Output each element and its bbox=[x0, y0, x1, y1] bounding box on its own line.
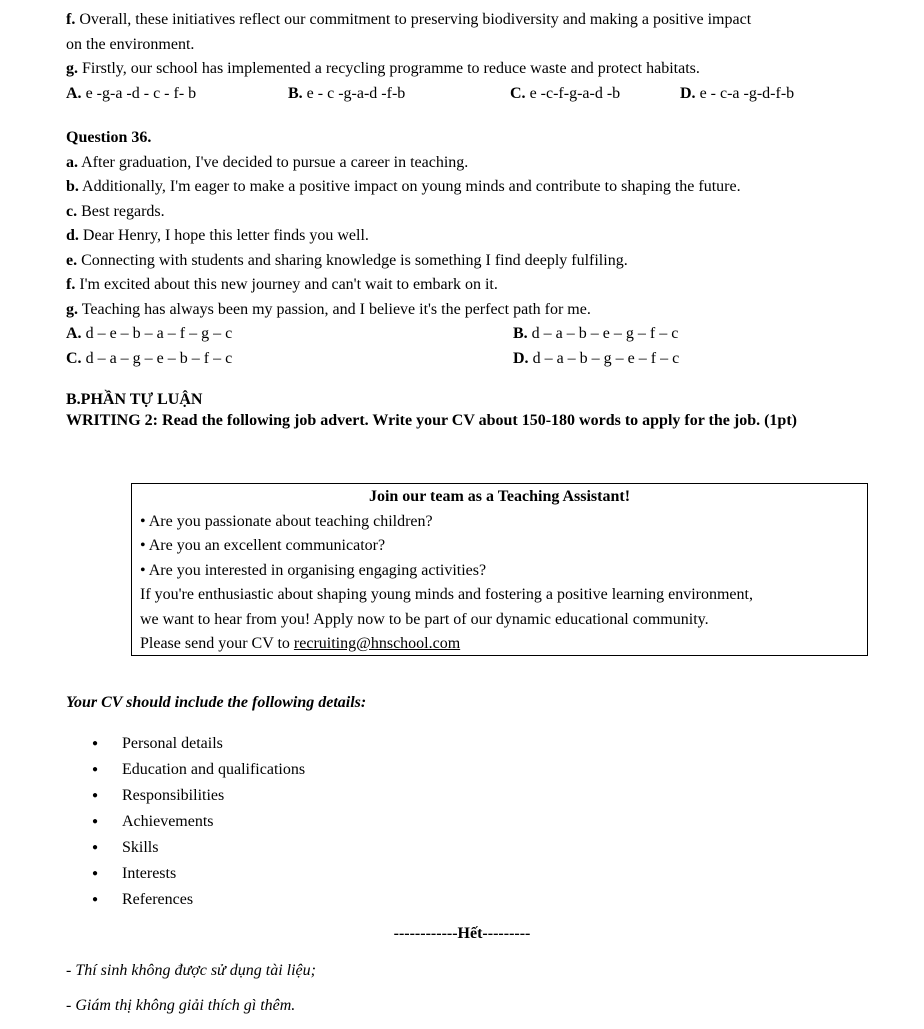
q35-option-c: C. e -c-f-g-a-d -b bbox=[510, 84, 621, 102]
bullet-icon: ● bbox=[92, 816, 99, 827]
q36-option-c: C. d – a – g – e – b – f – c bbox=[66, 349, 233, 367]
cv-details-list bbox=[92, 731, 305, 913]
question-36-title: Question 36. bbox=[66, 129, 152, 146]
advert-bullet: • Are you interested in organising engaging activities? bbox=[140, 561, 487, 579]
bullet-icon: ● bbox=[92, 790, 99, 801]
bullet-icon: ● bbox=[92, 738, 99, 749]
section-title: B.PHẦN TỰ LUẬN bbox=[66, 391, 203, 408]
q36-item: a. After graduation, I've decided to pursue a career in teaching. bbox=[66, 153, 469, 171]
advert-body: we want to hear from you! Apply now to be part of our dynamic educational community. bbox=[140, 610, 709, 628]
advert-bullet: • Are you an excellent communicator? bbox=[140, 537, 386, 554]
exam-page bbox=[66, 8, 876, 432]
bullet-icon: ● bbox=[92, 894, 99, 905]
q36-option-b: B. d – a – b – e – g – f – c bbox=[513, 325, 679, 342]
q36-item: e. Connecting with students and sharing knowledge is something I find deeply fulfiling. bbox=[66, 251, 628, 269]
job-advert-box bbox=[131, 483, 868, 656]
list-item: ● Skills bbox=[92, 835, 305, 861]
cv-heading: Your CV should include the following details: bbox=[66, 694, 367, 711]
q36-option-d: D. d – a – b – g – e – f – c bbox=[513, 349, 680, 367]
q36-item: f. I'm excited about this new journey and can't wait to embark on it. bbox=[66, 276, 498, 293]
q35-item-f: f. Overall, these initiatives reflect our commitment to preserving biodiversity and making a positive impact bbox=[66, 11, 752, 28]
q35-option-b: B. e - c -g-a-d -f-b bbox=[288, 84, 406, 102]
advert-body: If you're enthusiastic about shaping young minds and fostering a positive learning environment, bbox=[140, 586, 753, 603]
advert-bullet: • Are you passionate about teaching children? bbox=[140, 512, 433, 530]
bullet-icon: ● bbox=[92, 764, 99, 775]
advert-send: Please send your CV to recruiting@hnschool.com bbox=[140, 635, 461, 652]
list-item: ● Interests bbox=[92, 861, 305, 887]
list-item: ● References bbox=[92, 887, 305, 913]
q35-option-a: A. e -g-a -d - c - f- b bbox=[66, 84, 197, 102]
writing-task: WRITING 2: Read the following job advert. Write your CV about 150-180 words to apply for the job. (1pt) bbox=[66, 412, 797, 429]
q36-item: g. Teaching has always been my passion, and I believe it's the perfect path for me. bbox=[66, 300, 591, 318]
end-marker: ------------Hết--------- bbox=[393, 925, 531, 942]
email-link[interactable]: recruiting@hnschool.com bbox=[293, 635, 461, 652]
bullet-icon: ● bbox=[92, 868, 99, 879]
q35-item-f-cont: on the environment. bbox=[66, 35, 195, 53]
footer-note: - Giám thị không giải thích gì thêm. bbox=[66, 997, 296, 1014]
list-item: ● Achievements bbox=[92, 809, 305, 835]
q35-options bbox=[66, 82, 876, 107]
q36-item: b. Additionally, I'm eager to make a positive impact on young minds and contribute to shaping the future. bbox=[66, 178, 741, 195]
q36-options-row-1 bbox=[66, 322, 876, 347]
list-item: ● Education and qualifications bbox=[92, 757, 305, 783]
q36-options-row-2 bbox=[66, 347, 876, 372]
q36-item: d. Dear Henry, I hope this letter finds you well. bbox=[66, 227, 369, 244]
list-item: ● Personal details bbox=[92, 731, 305, 757]
q36-option-a: A. d – e – b – a – f – g – c bbox=[66, 325, 233, 342]
advert-title: Join our team as a Teaching Assistant! bbox=[368, 488, 631, 505]
q35-option-d: D. e - c-a -g-d-f-b bbox=[680, 84, 795, 102]
q35-item-g: g. Firstly, our school has implemented a recycling programme to reduce waste and protect habitats. bbox=[66, 60, 700, 77]
list-item: ● Responsibilities bbox=[92, 783, 305, 809]
q36-item: c. Best regards. bbox=[66, 202, 165, 220]
footer-note: - Thí sinh không được sử dụng tài liệu; bbox=[66, 962, 316, 979]
bullet-icon: ● bbox=[92, 842, 99, 853]
